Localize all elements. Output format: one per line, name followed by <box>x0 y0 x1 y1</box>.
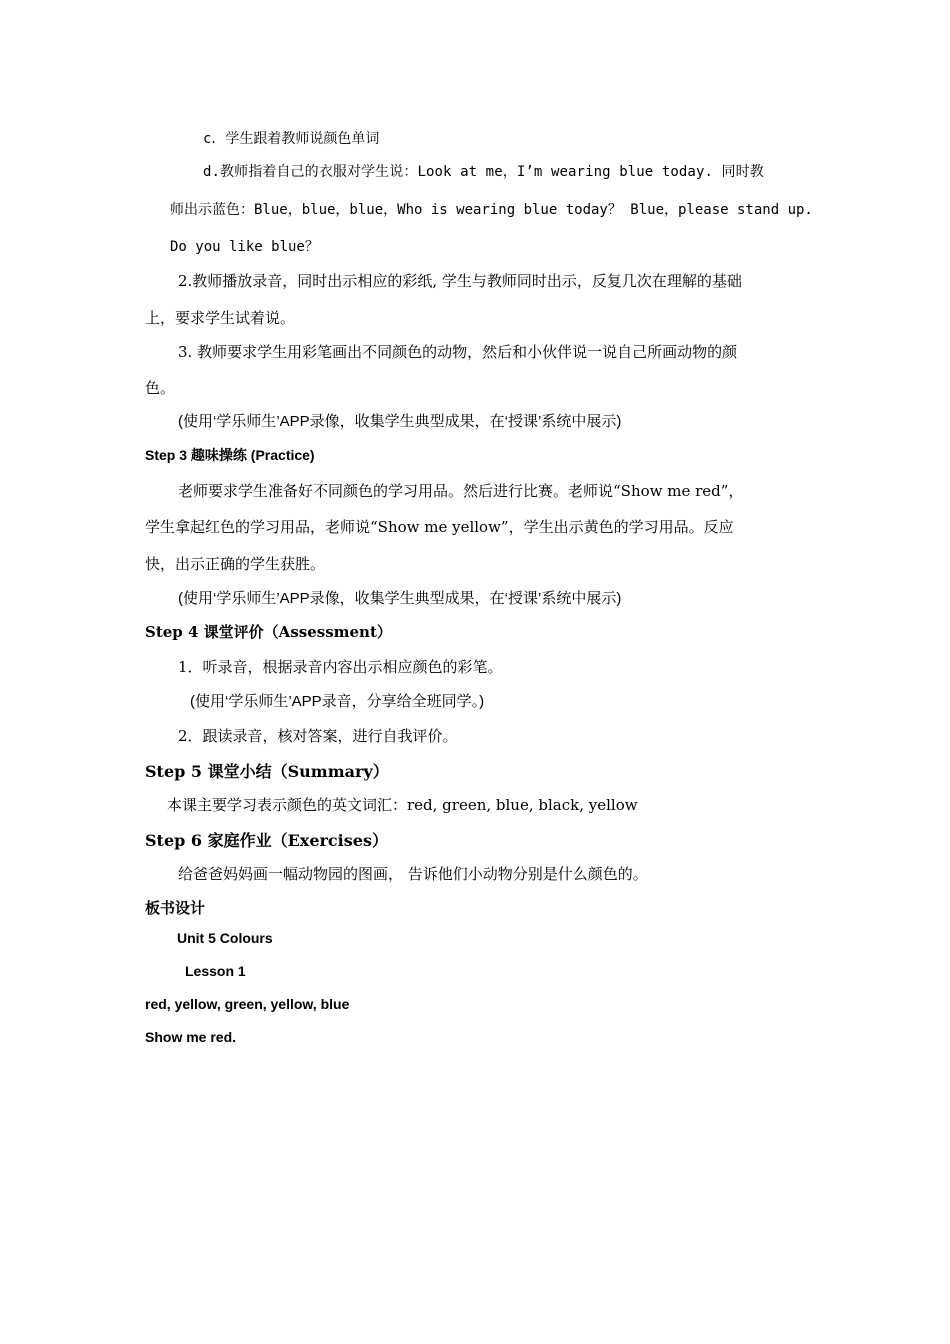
board-words: red, yellow, green, yellow, blue <box>145 996 350 1012</box>
para-2-line2: 上，要求学生试着说。 <box>145 309 296 327</box>
step3-line3: 快，出示正确的学生获胜。 <box>145 555 326 573</box>
para-c: c．学生跟着教师说颜色单词 <box>203 131 380 147</box>
step5-heading: Step 5 课堂小结（Summary） <box>145 762 389 781</box>
step6-heading: Step 6 家庭作业（Exercises） <box>145 831 388 850</box>
step4-note: (使用‘学乐师生’APP录音，分享给全班同学。) <box>190 693 485 710</box>
note-1: (使用‘学乐师生’APP录像，收集学生典型成果，在‘授课’系统中展示) <box>178 413 622 430</box>
step6-text: 给爸爸妈妈画一幅动物园的图画， 告诉他们小动物分别是什么颜色的。 <box>178 865 648 883</box>
para-d-line1: d.教师指着自己的衣服对学生说：Look at me，I’m wearing blue today. 同时教 <box>203 164 764 180</box>
step4-item1: 1．听录音，根据录音内容出示相应颜色的彩笔。 <box>178 658 503 676</box>
board-lesson: Lesson 1 <box>185 963 246 979</box>
step3-heading: Step 3 趣味操练 (Practice) <box>145 447 315 463</box>
step4-heading: Step 4 课堂评价（Assessment） <box>145 623 392 641</box>
para-3-line1: 3. 教师要求学生用彩笔画出不同颜色的动物，然后和小伙伴说一说自己所画动物的颜 <box>178 343 738 361</box>
board-unit-title: Unit 5 Colours <box>177 930 273 946</box>
note-2: (使用‘学乐师生’APP录像，收集学生典型成果，在‘授课’系统中展示) <box>178 590 622 607</box>
step5-text: 本课主要学习表示颜色的英文词汇：red, green, blue, black, yellow <box>167 796 638 814</box>
step3-line1: 老师要求学生准备好不同颜色的学习用品。然后进行比赛。老师说“Show me red”， <box>178 482 744 500</box>
step3-line2: 学生拿起红色的学习用品，老师说“Show me yellow”，学生出示黄色的学习用品。反应 <box>145 518 734 536</box>
board-sentence: Show me red. <box>145 1029 237 1045</box>
step4-item2: 2．跟读录音，核对答案，进行自我评价。 <box>178 727 458 745</box>
para-3-line2: 色。 <box>145 379 176 397</box>
para-d-line3: Do you like blue？ <box>170 239 319 255</box>
board-heading: 板书设计 <box>145 900 206 917</box>
para-2-line1: 2.教师播放录音，同时出示相应的彩纸, 学生与教师同时出示，反复几次在理解的基础 <box>178 272 742 290</box>
para-d-line2: 师出示蓝色：Blue，blue，blue，Who is wearing blue today？ Blue，please stand up. <box>170 202 813 218</box>
